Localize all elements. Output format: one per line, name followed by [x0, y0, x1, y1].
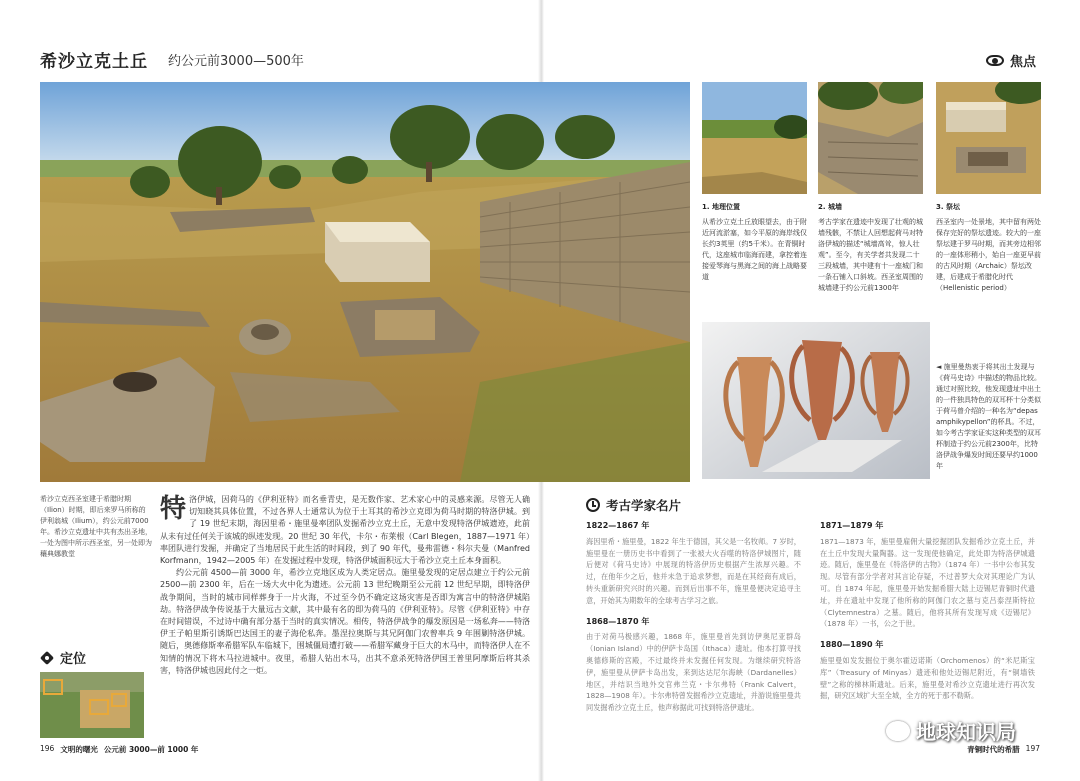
timeline-text: 海因里希・施里曼，1822 年生于德国，其父是一名牧师。7 岁时，施里曼在一册历史书中看到了一张被大火吞噬的特洛伊城图片，随后便对《荷马史诗》中展现的特洛伊历史根据产生浓厚兴趣。不过，在他年少之后，他并未急于追求梦想，而是在其经商有成后，转头重新研究兴时的兴趣。而到后出事不年，施里曼便决定追寻主意，开始其为期数年的全球考古学习之旅。	[586, 536, 801, 605]
timeline-entry	[586, 616, 801, 714]
location-header	[40, 648, 86, 667]
page-number-right: 197	[1025, 744, 1040, 753]
focus-caption-1	[702, 202, 808, 283]
location-icon	[40, 651, 54, 665]
focus-title-3: 3. 祭坛	[936, 203, 960, 211]
watermark	[886, 716, 1016, 745]
focus-caption-2	[818, 202, 924, 294]
clock-icon	[586, 498, 600, 512]
focus-title-1: 1. 地理位置	[702, 203, 740, 211]
archaeologist-header	[586, 496, 681, 514]
footer-right	[967, 744, 1040, 755]
focus-header	[986, 51, 1036, 70]
timeline-text: 1871—1873 年，施里曼雇佣大量挖掘团队发掘希沙立克土丘，并在土丘中发现大量陶器。这一发现使他确定，此处即为特洛伊城遗迹。随后，施里曼在《特洛伊的古物》（1874 年）一书中公布其发现。尽管有部分学者对其言论存疑，不过普罗大众对其理论广为认可。自 1874 年起，施里曼开始发掘希腊大陆上迈锡尼青铜时代遗址，并在遗址中发现了他所称的阿伽门农之墓与克吕泰涅斯特拉（Clytemnestra）之墓。随后，他将其所有发现写成《迈锡尼》（1878 年）一书，公之于世。	[820, 536, 1035, 629]
focus-title-2: 2. 城墙	[818, 203, 842, 211]
timeline-entry	[586, 520, 801, 607]
timeline-entry	[820, 520, 1035, 630]
ruins-photo	[40, 82, 690, 482]
body-paragraph-1: 洛伊城，因荷马的《伊利亚特》而名垂青史，是无数作家、艺术家心中的灵感来源。尽管无人确切知晓其具体位置，不过各界人士通常认为位于土耳其的希沙立克即为荷马时期的特洛伊城。到了 19 世纪末期，海因里希・施里曼率团队发掘希沙立克土丘，无意中发现特洛伊城遗迹，此前从未有过任何关于该城的纵迹发现。20 世纪 30 年代，卡尔・布莱根（Carl Blegen，1887—1971 年）率团队进行发掘，并确定了当地居民于此生活的时间段，到了 90 年代，曼弗雷德・科尔夫曼（Manfred Korfmann，1942—2005 年）在发掘过程中发现，特洛伊城面积远大于希沙立克土丘本身面积。	[160, 495, 530, 566]
timeline-year: 1871—1879 年	[820, 521, 884, 530]
focus-photo-location	[702, 82, 807, 194]
focus-text-3: 西圣室内一处景地，其中留有两处保存完好的祭坛遗迹。较大的一座祭坛建于罗马时期，而其旁边相邻的一座体形稍小，始自一座更早前的古风时期（Archaic）祭坛改建，后建成于希腊化时代（Hellenistic period）	[936, 218, 1041, 292]
section-name-left: 文明的曙光	[60, 745, 98, 754]
timeline-entry	[820, 639, 1035, 702]
footer-left	[40, 744, 198, 755]
focus-photo-altar	[936, 82, 1041, 194]
archaeologist-heading: 考古学家名片	[606, 498, 682, 513]
archaeologist-column-left	[586, 520, 801, 723]
main-body-text	[160, 494, 530, 677]
timeline-year: 1880—1890 年	[820, 640, 884, 650]
section-range-left: 公元前 3000—前 1000 年	[103, 745, 199, 754]
drop-cap: 特	[160, 494, 187, 524]
focus-photo-walls	[818, 82, 923, 194]
timeline-year: 1822—1867 年	[586, 521, 650, 530]
timeline-text: 由于对荷马极感兴趣，1868 年，施里曼首先到访伊奥尼亚群岛（Ionian Island）中的伊萨卡岛国（Ithaca）遗址。他本打算寻找奥德修斯的宫殿，不过最终并未发掘任何发现。为继续研究特洛伊，施里曼从伊萨卡岛出发，来到达达尼尔海峡（Dardanelles）地区，并结识当地外交官弗兰克・卡尔弗特（Frank Calvert，1828—1908 年）。卡尔弗特曾发掘希沙立克遗址，并游说施里曼共同发掘希沙立克土丘，他声称据此可找到特洛伊遗址。	[586, 632, 801, 713]
vessel-caption: ◄ 施里曼热衷于将其出土发现与《荷马史诗》中描述的物品比较。通过对照比较，他发现遗址中出土的一件独具特色的双耳杯十分类似于荷马曾介绍的一种名为“depas amphikypellon”的杯具。不过，如今考古学家证实这种类型的双耳杯制造于约公元前2300年，比特洛伊战争爆发时间还要早约1000年	[936, 363, 1041, 470]
body-paragraph-2: 约公元前 4500—前 3000 年，希沙立克地区成为人类定居点。施里曼发现的定居点建立于约公元前 2500—前 2300 年，后在一场大火中化为遗迹。公元前 13 世纪晚期至公元前 12 世纪早期，即特洛伊战争期间，当时的城市同样葬身于一片火海，不过至今仍不确定这场灾害是否即为寓言中的特洛伊城陷劫。特洛伊战争传说基于大量远古文献，其中最有名的即为荷马的《伊利亚特》。尽管《伊利亚特》中存在时间错误，不过诗中确有部分基于当时的真实情况。相传，特洛伊战争的爆发原因是一场私奔——特洛伊王子帕里斯引诱斯巴达国王的妻子海伦私奔。墨涅拉奥斯与其兄阿伽门农曾率兵 9 年围剿特洛伊城。随后，奥德修斯率希腊军队车临城下，围城僵局遭打破——希腊军藏身于巨大的木马中，而特洛伊人在不知情的情况下将木马拉进城中。夜里，希腊人钻出木马，出其不意杀死特洛伊国王普里阿摩斯后将其杀害，特洛伊城也因此付之一炬。	[160, 568, 530, 675]
watermark-text: 地球知识局	[916, 720, 1016, 744]
location-map	[40, 672, 144, 738]
focus-caption-3	[936, 202, 1042, 294]
focus-label: 焦点	[1010, 55, 1037, 70]
photo-caption: 希沙立克西圣室建于希腊时期（Ilion）时期，即后来罗马所称的伊利翁城（Ilium），约公元前7000年。希沙立克遗址中共有杰出圣地，一处为图中所示西圣室，另一处即为穰典娜教堂	[40, 495, 152, 558]
page-title: 希沙立克土丘	[40, 52, 148, 72]
eye-icon	[986, 55, 1004, 66]
chat-bubble-icon	[886, 721, 910, 741]
section-name-right: 青铜时代的希腊	[967, 745, 1020, 754]
page-number-left: 196	[40, 744, 55, 753]
focus-text-2: 考古学家在遗迹中发现了壮观的城墙残骸，不禁让人回想起荷马对特洛伊城的描述“城墙高耸，惊人壮观”。至今，有关学者共发现二十三段城墙，其中建有十一座城门和一条石铺入口斜坡。西圣室周围的城墙建于约公元前1300年	[818, 218, 923, 292]
focus-text-1: 从希沙立克土丘放眼望去，由于附近河流淤塞，如今平原的海岸线仅长约3英里（约5千米）。在青铜时代，这座城市临海而建，拿控着连接爱琴海与黑海之间的海上战略要道	[702, 218, 807, 281]
vessel-photo	[702, 322, 930, 479]
location-label: 定位	[60, 652, 87, 667]
page-subtitle: 约公元前3000—500年	[168, 54, 304, 69]
timeline-text: 施里曼如发发掘位于奥尔霍迈诺斯（Orchomenos）的“米尼斯宝库”（Treasury of Minyas）遗迹和他处迈锡尼附近，有“铜墙铁壁”之称的梯林斯遗址。后来，施里曼对希沙立克遗址进行再次发掘，研究区域扩大至全城，全方的死于那不勒斯。	[820, 655, 1035, 701]
timeline-year: 1868—1870 年	[586, 616, 650, 626]
archaeologist-column-right	[820, 520, 1035, 711]
